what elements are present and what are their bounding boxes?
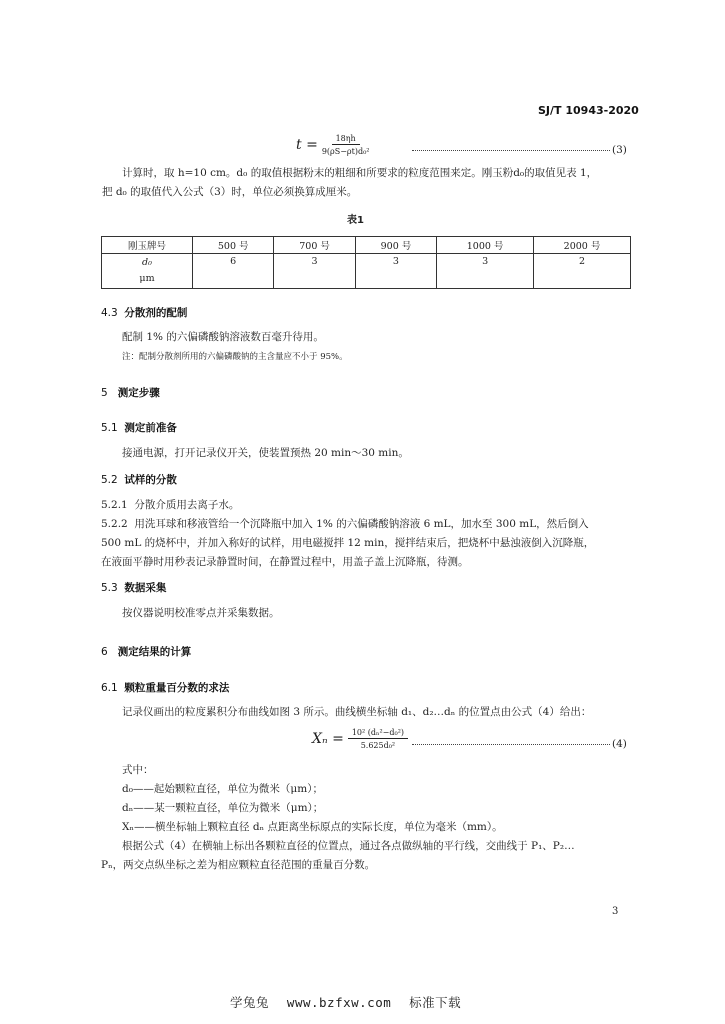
calc-paragraph-line1: 计算时，取 h=10 cm。d₀ 的取值根据粉末的粗细和所要求的粒度范围来定。刚玉粉d₀的取值见表 1，	[122, 167, 598, 179]
section-number: 5.1	[101, 422, 118, 434]
section-number: 4.3	[101, 307, 118, 319]
table-1-grade: 900 号	[355, 237, 436, 254]
formula-3-numerator: 18ηh	[332, 133, 360, 145]
watermark-name: 学兔兔	[230, 995, 270, 1010]
table-1-value: 3	[437, 254, 534, 289]
section-title: 测定结果的计算	[117, 646, 192, 658]
formula-4-numerator: 10² (dₙ²−d₀²)	[348, 727, 408, 739]
table-1-value-row	[102, 254, 631, 289]
section-number: 6	[101, 646, 108, 658]
table-1-grade: 700 号	[274, 237, 355, 254]
section-number: 5.2.1	[101, 499, 128, 511]
section-4-3-note: 注：配制分散剂所用的六偏磷酸钠的主含量应不小于 95%。	[122, 352, 348, 362]
page-number: 3	[612, 906, 619, 917]
table-1-caption: 表1	[347, 215, 364, 226]
section-number: 5	[101, 387, 108, 399]
watermark-footer	[230, 993, 461, 1011]
section-6-1-intro: 记录仪画出的粒度累积分布曲线如图 3 所示。曲线横坐标轴 d₁、d₂…dₙ 的位置点由公式（4）给出：	[122, 706, 592, 718]
section-number: 6.1	[101, 682, 118, 694]
where-item: d₀——起始颗粒直径，单位为微米（μm）；	[122, 783, 323, 795]
section-5-1-text: 接通电源，打开记录仪开关，使装置预热 20 min～30 min。	[122, 447, 409, 459]
section-4-3-heading	[101, 305, 187, 320]
formula-4-denominator: 5.625d₀²	[360, 741, 396, 750]
table-1-header-row	[102, 237, 631, 254]
section-title: 数据采集	[124, 582, 167, 594]
section-5-1-heading	[101, 420, 177, 435]
section-5-2-heading	[101, 472, 177, 487]
table-1-grade: 500 号	[193, 237, 274, 254]
watermark-tagline: 标准下载	[409, 995, 462, 1010]
calc-paragraph-line2: 把 d₀ 的取值代入公式（3）时，单位必须换算成厘米。	[102, 186, 358, 198]
formula-4-fraction	[348, 727, 408, 751]
table-1-row-unit: μm	[139, 273, 155, 284]
table-1-grade: 1000 号	[437, 237, 534, 254]
section-5-3-heading	[101, 580, 166, 595]
table-1-header-label: 刚玉牌号	[102, 237, 193, 254]
table-1-row-symbol: d₀	[142, 257, 152, 268]
formula-3-lhs: t =	[296, 137, 318, 153]
table-1-value: 3	[274, 254, 355, 289]
section-text: 用洗耳球和移液管给一个沉降瓶中加入 1% 的六偏磷酸钠溶液 6 mL，加水至 300 mL，然后倒入	[134, 518, 589, 530]
formula-3-denominator: 9(ρS−ρt)d₀²	[321, 147, 370, 156]
section-5-2-1	[101, 497, 239, 513]
table-1	[101, 236, 631, 289]
formula-3	[296, 133, 369, 157]
section-title: 颗粒重量百分数的求法	[124, 682, 230, 694]
formula-3-number: (3)	[612, 144, 627, 156]
section-4-3-text: 配制 1% 的六偏磷酸钠溶液数百毫升待用。	[122, 331, 324, 343]
section-number: 5.2	[101, 474, 118, 486]
section-5-3-text: 按仪器说明校准零点并采集数据。	[122, 607, 280, 619]
where-item: Xₙ——横坐标轴上颗粒直径 dₙ 点距离坐标原点的实际长度，单位为毫米（mm）。	[122, 821, 503, 833]
section-title: 测定前准备	[124, 422, 177, 434]
section-text: 分散介质用去离子水。	[134, 499, 240, 511]
section-6-heading	[101, 644, 191, 659]
section-5-2-2-line2: 500 mL 的烧杯中，并加入称好的试样，用电磁搅拌 12 min，搅拌结束后，把烧杯中悬浊液倒入沉降瓶，	[101, 537, 595, 549]
formula-4-lhs: Xₙ =	[312, 731, 344, 747]
table-1-grade: 2000 号	[534, 237, 631, 254]
standard-number: SJ/T 10943-2020	[538, 104, 639, 117]
section-title: 测定步骤	[117, 387, 160, 399]
formula-4	[312, 727, 408, 751]
section-number: 5.3	[101, 582, 118, 594]
section-title: 试样的分散	[124, 474, 177, 486]
section-5-heading	[101, 385, 160, 400]
table-1-row-label	[102, 254, 193, 289]
table-1-value: 2	[534, 254, 631, 289]
section-title: 分散剂的配制	[124, 307, 188, 319]
section-number: 5.2.2	[101, 518, 128, 530]
formula-4-number: (4)	[612, 738, 627, 750]
watermark-url: www.bzfxw.com	[286, 995, 392, 1010]
section-5-2-2-line1	[101, 516, 589, 532]
section-5-2-2-line3: 在液面平静时用秒表记录静置时间，在静置过程中，用盖子盖上沉降瓶，待测。	[101, 556, 469, 568]
closing-line2: Pₙ，两交点纵坐标之差为相应颗粒直径范围的重量百分数。	[101, 859, 376, 871]
formula-3-fraction	[322, 133, 370, 157]
table-1-value: 3	[355, 254, 436, 289]
section-6-1-heading	[101, 680, 229, 695]
closing-line1: 根据公式（4）在横轴上标出各颗粒直径的位置点，通过各点做纵轴的平行线，交曲线于 P₁、P₂…	[122, 840, 575, 852]
formula-4-leader	[412, 744, 610, 745]
where-label: 式中：	[122, 764, 154, 776]
where-item: dₙ——某一颗粒直径，单位为微米（μm）；	[122, 802, 324, 814]
formula-3-leader	[412, 150, 610, 151]
table-1-value: 6	[193, 254, 274, 289]
